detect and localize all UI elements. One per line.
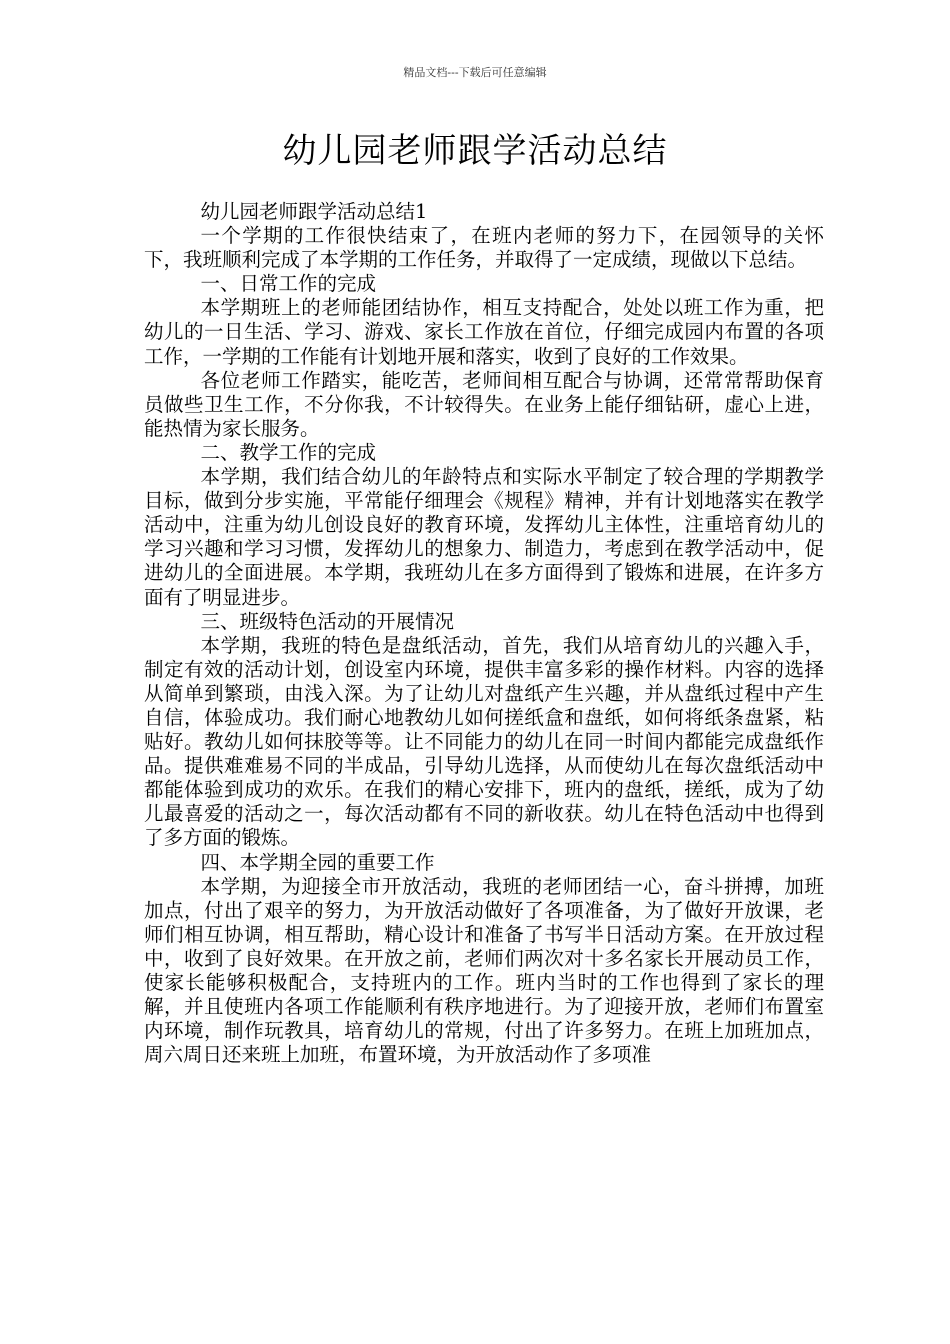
section-heading-1: 一、日常工作的完成 — [200, 272, 377, 296]
body-paragraph: 各位老师工作踏实，能吃苦，老师间相互配合与协调，还常常帮助保育员做些卫生工作，不分你我，不计较得失。在业务上能仔细钻研，虚心上进，能热情为家长服务。 — [144, 368, 824, 440]
body-paragraph: 本学期班上的老师能团结协作，相互支持配合，处处以班工作为重，把幼儿的一日生活、学习、游戏、家长工作放在首位，仔细完成园内布置的各项工作，一学期的工作能有计划地开展和落实，收到了良好的工作效果。 — [144, 296, 824, 368]
document-body — [144, 200, 824, 1067]
body-paragraph: 本学期，我班的特色是盘纸活动，首先，我们从培育幼儿的兴趣入手，制定有效的活动计划，创设室内环境，提供丰富多彩的操作材料。内容的选择从简单到繁琐，由浅入深。为了让幼儿对盘纸产生兴趣，并从盘纸过程中产生自信，体验成功。我们耐心地教幼儿如何搓纸盒和盘纸，如何将纸条盘紧，粘贴好。教幼儿如何抹胶等等。让不同能力的幼儿在同一时间内都能完成盘纸作品。提供难难易不同的半成品，引导幼儿选择，从而使幼儿在每次盘纸活动中都能体验到成功的欢乐。在我们的精心安排下，班内的盘纸，搓纸，成为了幼儿最喜爱的活动之一，每次活动都有不同的新收获。幼儿在特色活动中也得到了多方面的锻炼。 — [144, 633, 824, 850]
section-heading-3: 三、班级特色活动的开展情况 — [200, 609, 455, 633]
document-title: 幼儿园老师跟学活动总结 — [282, 131, 668, 171]
page-header: 精品文档---下载后可任意编辑 — [403, 66, 547, 79]
section-heading-4: 四、本学期全园的重要工作 — [200, 850, 435, 874]
body-paragraph: 本学期，为迎接全市开放活动，我班的老师团结一心，奋斗拼搏，加班加点，付出了艰辛的努力，为开放活动做好了各项准备，为了做好开放课，老师们相互协调，相互帮助，精心设计和准备了书写半日活动方案。在开放过程中，收到了良好效果。在开放之前，老师们两次对十多名家长开展动员工作，使家长能够积极配合，支持班内的工作。班内当时的工作也得到了家长的理解，并且使班内各项工作能顺利有秩序地进行。为了迎接开放，老师们布置室内环境，制作玩教具，培育幼儿的常规，付出了许多努力。在班上加班加点，周六周日还来班上加班，布置环境，为开放活动作了多项准 — [144, 874, 824, 1067]
intro-paragraph: 一个学期的工作很快结束了，在班内老师的努力下，在园领导的关怀下，我班顺利完成了本学期的工作任务，并取得了一定成绩，现做以下总结。 — [144, 224, 824, 272]
body-paragraph: 本学期，我们结合幼儿的年龄特点和实际水平制定了较合理的学期教学目标，做到分步实施，平常能仔细理会《规程》精神，并有计划地落实在教学活动中，注重为幼儿创设良好的教育环境，发挥幼儿主体性，注重培育幼儿的学习兴趣和学习习惯，发挥幼儿的想象力、制造力，考虑到在教学活动中，促进幼儿的全面进展。本学期，我班幼儿在多方面得到了锻炼和进展，在许多方面有了明显进步。 — [144, 465, 824, 609]
section-heading-2: 二、教学工作的完成 — [200, 440, 377, 464]
subtitle-paragraph: 幼儿园老师跟学活动总结1 — [200, 200, 428, 223]
